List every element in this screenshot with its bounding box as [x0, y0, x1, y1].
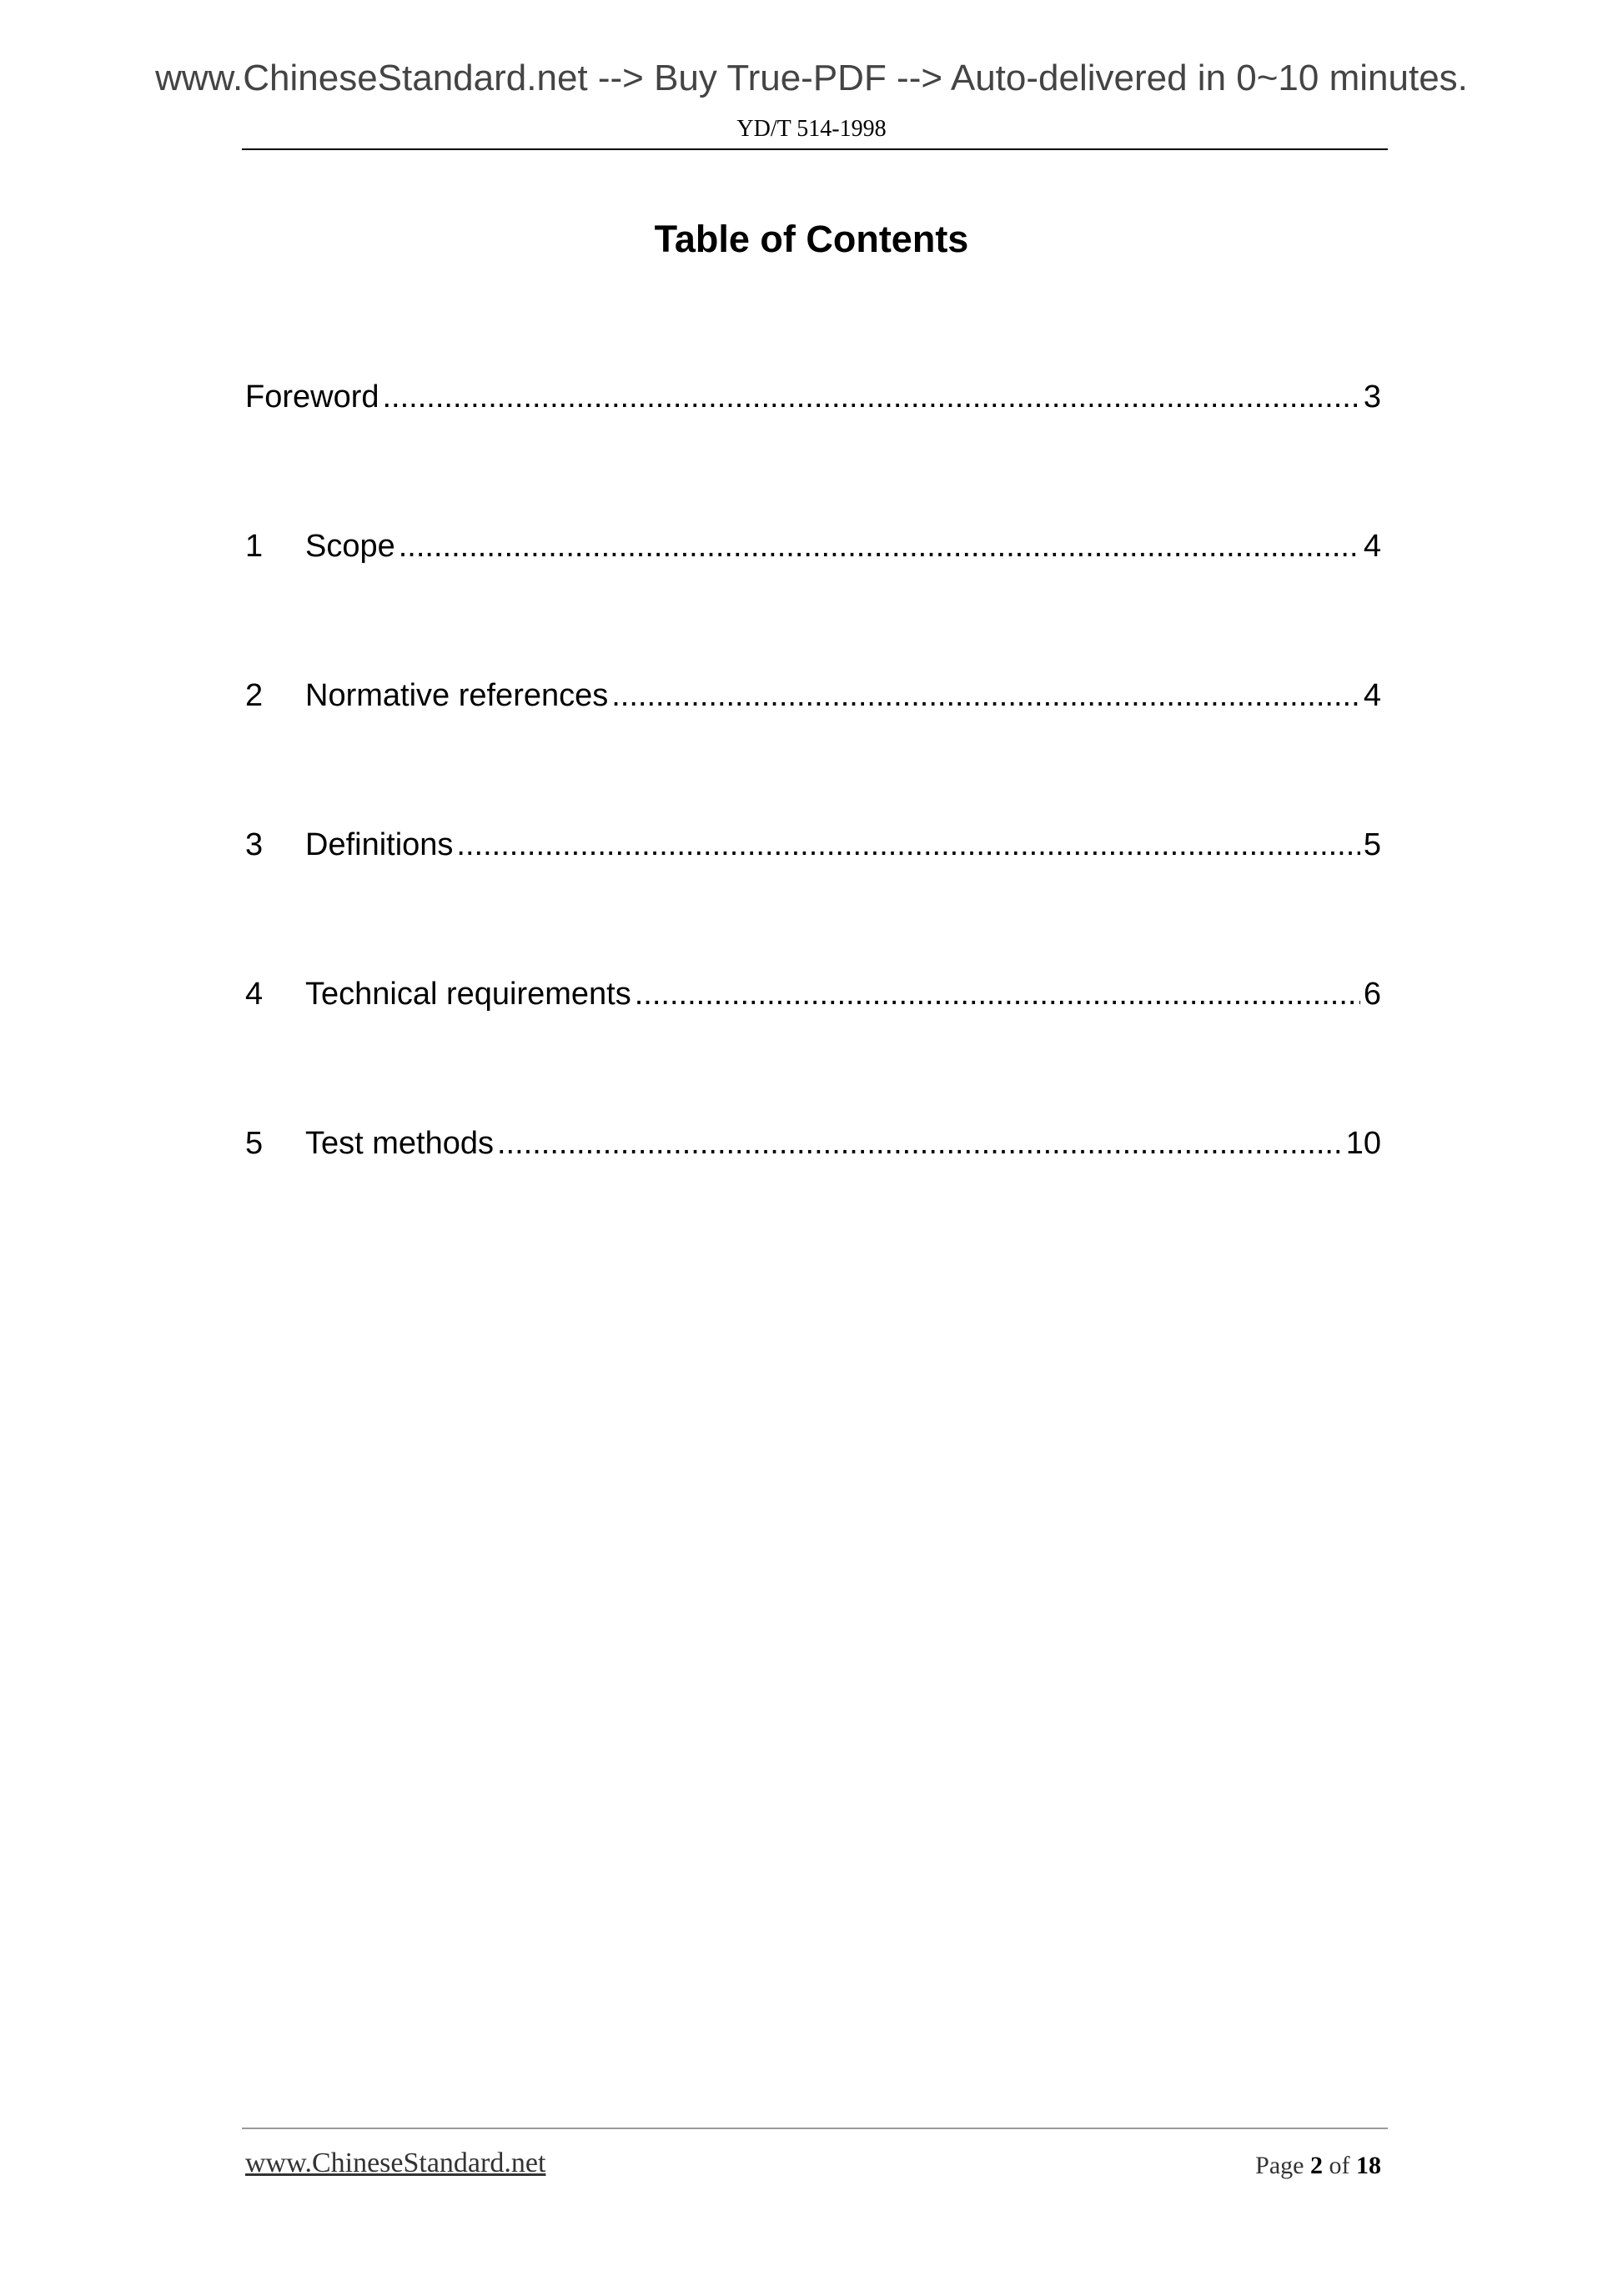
header-divider — [242, 148, 1388, 150]
toc-entry-label: Scope — [305, 529, 395, 564]
toc-entry-foreword[interactable] — [245, 375, 1381, 419]
page-sep: of — [1329, 2152, 1350, 2179]
toc-entry-scope[interactable] — [245, 525, 1381, 568]
top-banner[interactable]: www.ChineseStandard.net --> Buy True-PDF --> Auto-delivered in 0~10 minutes. — [155, 58, 1468, 98]
toc-entry-page: 10 — [1345, 1126, 1381, 1161]
page-current: 2 — [1310, 2152, 1323, 2179]
toc-title: Table of Contents — [654, 218, 969, 260]
footer-divider — [242, 2128, 1388, 2129]
toc-entry-definitions[interactable] — [245, 823, 1381, 867]
toc-entry-page: 6 — [1363, 977, 1381, 1012]
toc-entry-page: 4 — [1363, 678, 1381, 713]
toc-dot-leader — [456, 823, 1359, 867]
document-code: YD/T 514-1998 — [736, 116, 887, 142]
toc-list — [245, 375, 1381, 1271]
page-total: 18 — [1356, 2152, 1381, 2179]
toc-entry-number: 1 — [245, 529, 264, 564]
page-prefix: Page — [1255, 2152, 1304, 2179]
toc-entry-number: 3 — [245, 827, 264, 862]
toc-entry-test-methods[interactable] — [245, 1122, 1381, 1165]
toc-entry-label: Foreword — [245, 379, 379, 414]
toc-entry-label: Test methods — [305, 1126, 494, 1161]
toc-entry-number: 2 — [245, 678, 264, 713]
toc-entry-label: Normative references — [305, 678, 609, 713]
toc-dot-leader — [383, 375, 1360, 419]
toc-dot-leader — [497, 1122, 1343, 1165]
toc-dot-leader — [399, 525, 1360, 568]
toc-entry-page: 3 — [1363, 379, 1381, 414]
toc-entry-number: 4 — [245, 977, 264, 1012]
toc-entry-normative-references[interactable] — [245, 674, 1381, 717]
footer-site-link[interactable]: www.ChineseStandard.net — [245, 2148, 546, 2178]
toc-entry-page: 4 — [1363, 529, 1381, 564]
toc-dot-leader — [635, 972, 1360, 1016]
footer-page-number — [1255, 2152, 1381, 2179]
toc-entry-page: 5 — [1363, 827, 1381, 862]
toc-dot-leader — [611, 674, 1360, 717]
toc-entry-number: 5 — [245, 1126, 264, 1161]
toc-entry-technical-requirements[interactable] — [245, 972, 1381, 1016]
toc-entry-label: Technical requirements — [305, 977, 631, 1012]
toc-entry-label: Definitions — [305, 827, 454, 862]
